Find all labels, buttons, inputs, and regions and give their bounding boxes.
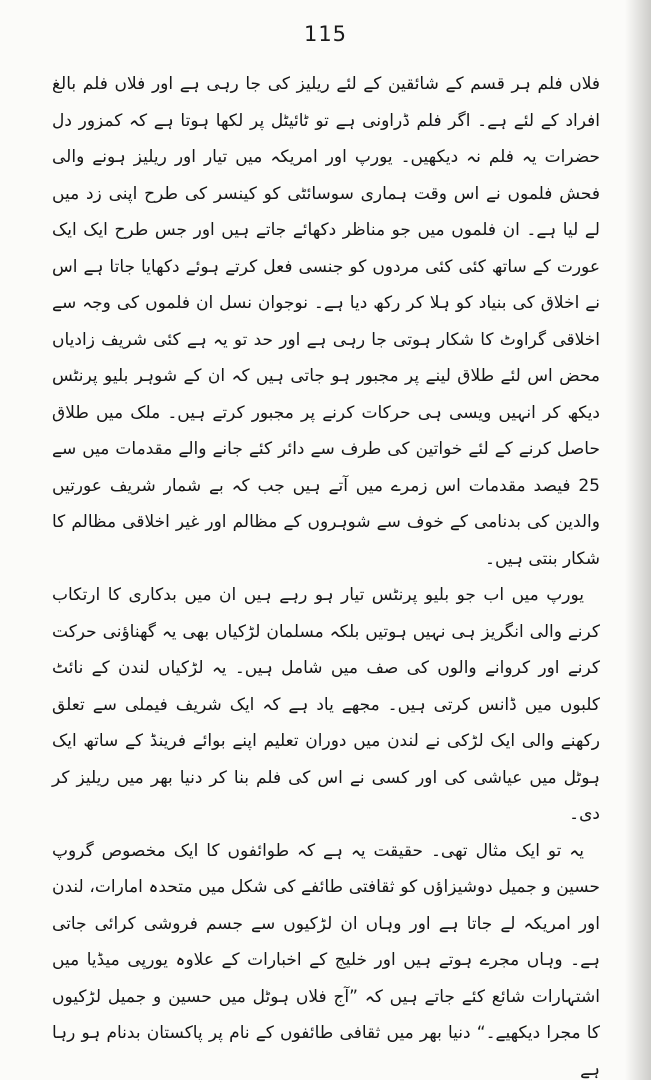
paragraph-3: یہ تو ایک مثال تھی۔ حقیقت یہ ہے کہ طوائفوں کا ایک مخصوص گروپ حسین و جمیل دوشیزاؤں کو ثقافتی طائفے کی شکل میں متحدہ امارات، لندن اور امریکہ لے جاتا ہے اور وہاں ان لڑکیوں سے جسم فروشی کرائی جاتی ہے۔ وہاں مجرے ہوتے ہیں اور خلیج کے اخبارات کے علاوہ یورپی میڈیا میں اشتہارات شائع کئے جاتے ہیں کہ ”آج فلاں ہوٹل میں حسین و جمیل لڑکیوں کا مجرا دیکھیے۔“ دنیا بھر میں ثقافی طائفوں کے نام پر پاکستان بدنام ہو رہا ہے [52,840,600,1080]
page-edge-shadow [625,0,651,1080]
page-body [52,66,600,1080]
paragraph-2: یورپ میں اب جو بلیو پرنٹس تیار ہو رہے ہیں ان میں بدکاری کا ارتکاب کرنے والی انگریز ہی نہیں ہوتیں بلکہ مسلمان لڑکیاں بھی یہ گھناؤنی حرکت کرنے اور کروانے والوں کی صف میں شامل ہیں۔ یہ لڑکیاں لندن کے نائٹ کلبوں میں ڈانس کرتی ہیں۔ مجھے یاد ہے کہ ایک شریف فیملی سے تعلق رکھنے والی ایک لڑکی نے لندن میں دوران تعلیم اپنے بوائے فرینڈ کے ساتھ ایک ہوٹل میں عیاشی کی اور کسی نے اس کی فلم بنا کر دنیا بھر میں ریلیز کر دی۔ [52,585,600,824]
page-number: 115 [303,22,348,46]
paragraph-1: فلاں فلم ہر قسم کے شائقین کے لئے ریلیز کی جا رہی ہے اور فلاں فلم بالغ افراد کے لئے ہے۔ اگر فلم ڈراونی ہے تو ٹائیٹل پر لکھا ہوتا ہے کہ کمزور دل حضرات یہ فلم نہ دیکھیں۔ یورپ اور امریکہ میں تیار اور ریلیز ہونے والی فحش فلموں نے اس وقت ہماری سوسائٹی کو کینسر کی طرح اپنی زد میں لے لیا ہے۔ ان فلموں میں جو مناظر دکھائے جاتے ہیں اور جس طرح ایک ایک عورت کے ساتھ کئی کئی مردوں کو جنسی فعل کرتے ہوئے دکھایا جاتا ہے اس نے اخلاق کی بنیاد کو ہلا کر رکھ دیا ہے۔ نوجوان نسل ان فلموں کی وجہ سے اخلاقی گراوٹ کا شکار ہوتی جا رہی ہے اور حد تو یہ ہے کئی شریف زادیاں محض اس لئے طلاق لینے پر مجبور ہو جاتی ہیں کہ ان کے شوہر بلیو پرنٹس دیکھ کر انہیں ویسی ہی حرکات کرنے پر مجبور کرتے ہیں۔ ملک میں طلاق حاصل کرنے کے لئے خواتین کی طرف سے دائر کئے جانے والے مقدمات میں سے 25 فیصد مقدمات اس زمرے میں آتے ہیں جب کہ بے شمار شریف عورتیں والدین کی بدنامی کے خوف سے شوہروں کے مظالم اور غیر اخلاقی مظالم کا شکار بنتی ہیں۔ [52,74,600,569]
